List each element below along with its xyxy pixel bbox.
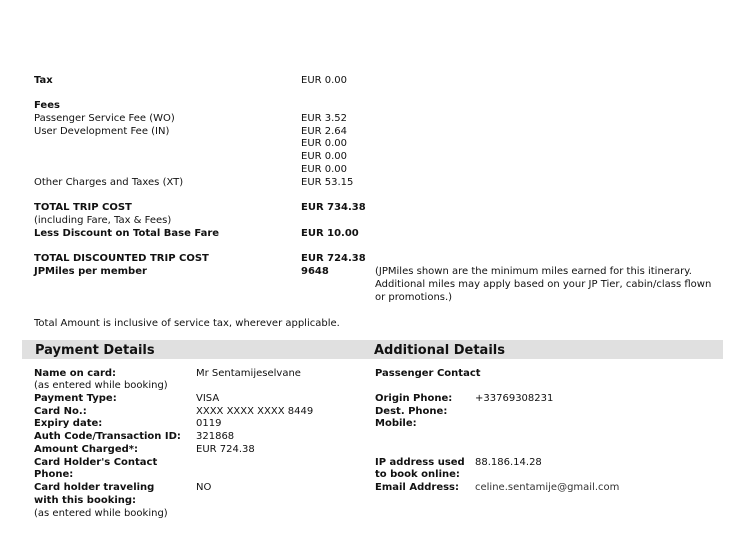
ip-address-label: to book online: (375, 469, 460, 480)
fee-label: User Development Fee (IN) (34, 126, 170, 137)
origin-phone-label: Origin Phone: (375, 393, 453, 404)
payment-type-value: VISA (196, 393, 220, 404)
fees-label: Fees (34, 100, 60, 111)
card-number-value: XXXX XXXX XXXX 8449 (196, 406, 314, 417)
amount-charged-value: EUR 724.38 (196, 444, 255, 455)
fee-label: Passenger Service Fee (WO) (34, 113, 175, 124)
origin-phone-value: +33769308231 (475, 393, 554, 404)
card-number-label: Card No.: (34, 406, 87, 417)
payment-details-title: Payment Details (35, 343, 155, 358)
fee-value: EUR 0.00 (301, 164, 348, 175)
card-holder-traveling-label: Card holder traveling (34, 482, 155, 493)
fee-label: Other Charges and Taxes (XT) (34, 177, 184, 188)
jpmiles-note-line: Additional miles may apply based on your JP Tier, cabin/class flown (375, 279, 712, 290)
total-trip-cost-value: EUR 734.38 (301, 202, 366, 213)
auth-code-value: 321868 (196, 431, 235, 442)
email-address-label: Email Address: (375, 482, 460, 493)
auth-code-label: Auth Code/Transaction ID: (34, 431, 181, 442)
jpmiles-label: JPMiles per member (34, 266, 147, 277)
dest-phone-label: Dest. Phone: (375, 406, 448, 417)
expiry-date-label: Expiry date: (34, 418, 103, 429)
card-holder-contact-label: Phone: (34, 469, 74, 480)
inclusive-note: Total Amount is inclusive of service tax, wherever applicable. (34, 318, 340, 329)
card-holder-traveling-note: (as entered while booking) (34, 508, 168, 519)
jpmiles-value: 9648 (301, 266, 329, 277)
tax-label: Tax (34, 75, 53, 86)
fee-value: EUR 53.15 (301, 177, 354, 188)
fee-value: EUR 0.00 (301, 151, 348, 162)
additional-details-title: Additional Details (374, 343, 505, 358)
payment-type-label: Payment Type: (34, 393, 117, 404)
mobile-label: Mobile: (375, 418, 417, 429)
jpmiles-note-line: or promotions.) (375, 292, 453, 303)
name-on-card-value: Mr Sentamijeselvane (196, 368, 301, 379)
discount-label: Less Discount on Total Base Fare (34, 228, 220, 239)
passenger-contact-label: Passenger Contact (375, 368, 481, 379)
name-on-card-note: (as entered while booking) (34, 380, 168, 391)
total-trip-cost-label: TOTAL TRIP COST (34, 202, 132, 213)
email-address-value: celine.sentamije@gmail.com (475, 482, 620, 493)
discount-value: EUR 10.00 (301, 228, 359, 239)
total-discounted-value: EUR 724.38 (301, 253, 366, 264)
fee-value: EUR 0.00 (301, 138, 348, 149)
jpmiles-note-line: (JPMiles shown are the minimum miles earned for this itinerary. (375, 266, 692, 277)
fee-value: EUR 2.64 (301, 126, 348, 137)
total-discounted-label: TOTAL DISCOUNTED TRIP COST (34, 253, 209, 264)
ip-address-label: IP address used (375, 457, 465, 468)
card-holder-traveling-label: with this booking: (34, 495, 137, 506)
ip-address-value: 88.186.14.28 (475, 457, 542, 468)
fee-value: EUR 3.52 (301, 113, 348, 124)
tax-value: EUR 0.00 (301, 75, 348, 86)
card-holder-contact-label: Card Holder's Contact (34, 457, 158, 468)
card-holder-traveling-value: NO (196, 482, 212, 493)
name-on-card-label: Name on card: (34, 368, 117, 379)
expiry-date-value: 0119 (196, 418, 222, 429)
amount-charged-label: Amount Charged*: (34, 444, 138, 455)
total-trip-cost-note: (including Fare, Tax & Fees) (34, 215, 172, 226)
